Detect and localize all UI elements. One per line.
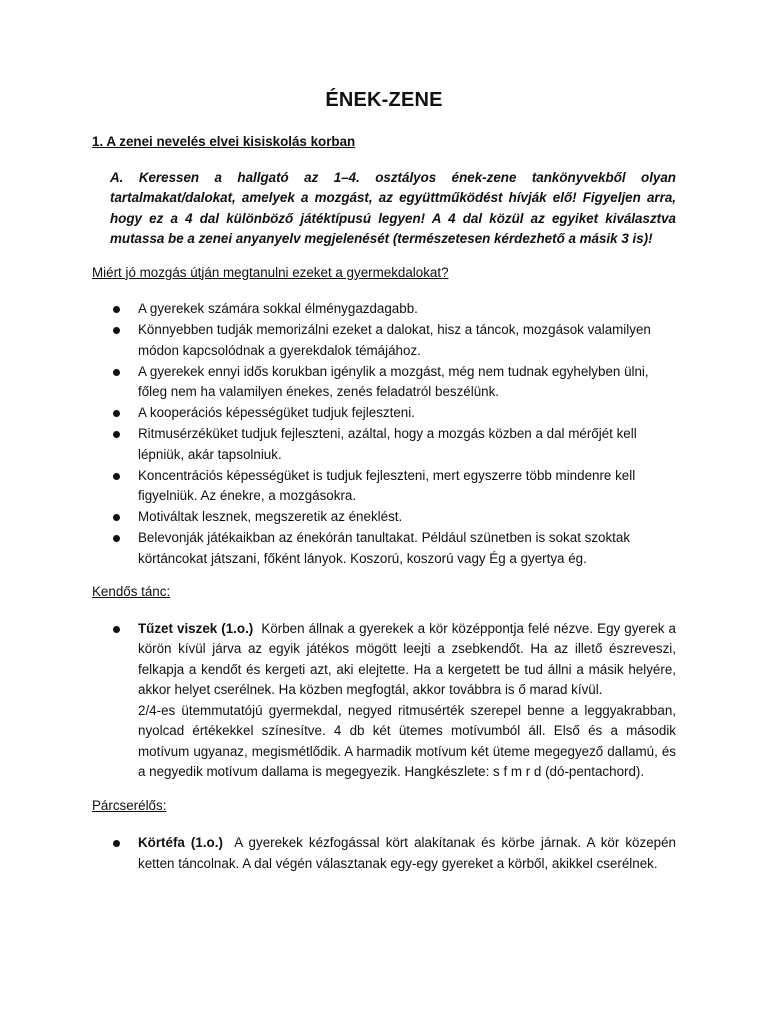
bullet-icon xyxy=(113,535,120,542)
list-item xyxy=(92,299,676,320)
list-item-text: Belevonják játékaikban az énekórán tanultakat. Például szünetben is sokat szoktak körtáncokat játszani, főként lányok. Koszorú, koszorú vagy Ég a gyertya ég. xyxy=(138,530,631,566)
bullet-icon xyxy=(113,840,120,847)
list-item xyxy=(92,619,676,783)
bullet-icon xyxy=(113,410,120,417)
list-item xyxy=(92,362,676,403)
bullet-icon xyxy=(113,369,120,376)
page-title: ÉNEK-ZENE xyxy=(325,89,443,111)
section-heading: 1. A zenei nevelés elvei kisiskolás korban xyxy=(92,134,356,149)
bullet-icon xyxy=(113,473,120,480)
task-paragraph: A. Keressen a hallgató az 1–4. osztályos ének-zene tankönyvekből olyan tartalmakat/dalokat, amelyek a mozgást, az együttműködést hívják elő! Figyeljen arra, hogy ez a 4 dal különböző játéktípusú legyen! A 4 dal közül az egyiket kiválasztva mutassa be a zenei anyanyelv megjelenését (természetesen kérdezhető a másik 3 is)! xyxy=(110,169,676,246)
question-heading: Miért jó mozgás útján megtanulni ezeket a gyermekdalokat? xyxy=(92,264,449,280)
reasons-list xyxy=(92,299,676,569)
list-item xyxy=(92,466,676,507)
bullet-icon xyxy=(113,514,120,521)
bullet-icon xyxy=(113,306,120,313)
list-item-text: Motiváltak lesznek, megszeretik az éneklést. xyxy=(138,509,403,524)
kendos-heading: Kendős tánc: xyxy=(92,584,171,599)
parcserelos-heading: Párcserélős: xyxy=(92,797,167,813)
kendos-list xyxy=(92,619,676,783)
list-item-text: Ritmusérzéküket tudjuk fejleszteni, azáltal, hogy a mozgás közben a dal mérőjét kell lépniük, akár tapsolniuk. xyxy=(138,426,637,462)
list-item-text: A gyerekek számára sokkal élménygazdagabb. xyxy=(138,301,418,316)
list-item xyxy=(92,507,676,528)
list-item-text: Könnyebben tudják memorizálni ezeket a dalokat, hisz a táncok, mozgások valamilyen módon kapcsolódnak a gyerekdalok témájához. xyxy=(138,322,651,358)
list-item xyxy=(92,528,676,569)
list-item xyxy=(92,320,676,361)
song-description: Körben állnak a gyerekek a kör középpontja felé nézve. Egy gyerek a körön kívül járva az egyik játékos mögött leejti a zsebkendőt. Ha az illető észreveszi, felkapja a kendőt és kergeti azt, aki elejtette. Ha a kergetett be tud állni a másik helyére, akkor helyet cserélnek. Ha közben megfogtál, akkor továbbra is ő marad kívül. xyxy=(138,620,676,697)
song-analysis: 2/4-es ütemmutatójú gyermekdal, negyed ritmusérték szerepel benne a leggyakrabban, nyolcad értékekkel színesítve. 4 db két ütemes motívumból áll. Első és a második motívum ugyanaz, megismétlődik. A harmadik motívum két üteme megegyező dallamú, és a negyedik motívum dallama is megegyezik. Hangkészlete: s f m r d (dó-pentachord). xyxy=(138,702,676,779)
list-item xyxy=(92,403,676,424)
bullet-icon xyxy=(113,626,120,633)
parcserelos-list xyxy=(92,833,676,874)
song-title: Körtéfa (1.o.) xyxy=(138,835,223,850)
bullet-icon xyxy=(113,327,120,334)
list-item-text: Koncentrációs képességüket is tudjuk fejleszteni, mert egyszerre több mindenre kell figyelniük. Az énekre, a mozgásokra. xyxy=(138,467,636,503)
list-item-text: A kooperációs képességüket tudjuk fejleszteni. xyxy=(138,405,415,420)
list-item-text: A gyerekek ennyi idős korukban igénylik a mozgást, még nem tudnak egyhelyben ülni, főleg nem ha valamilyen énekes, zenés feladatról beszélünk. xyxy=(138,363,649,399)
list-item xyxy=(92,833,676,874)
list-item xyxy=(92,424,676,465)
song-title: Tűzet viszek (1.o.) xyxy=(138,620,254,636)
bullet-icon xyxy=(113,431,120,438)
song-description: A gyerekek kézfogással kört alakítanak és körbe járnak. A kör közepén ketten táncolnak. A dal végén választanak egy-egy gyereket a körből, akikkel cserélnek. xyxy=(138,835,676,871)
